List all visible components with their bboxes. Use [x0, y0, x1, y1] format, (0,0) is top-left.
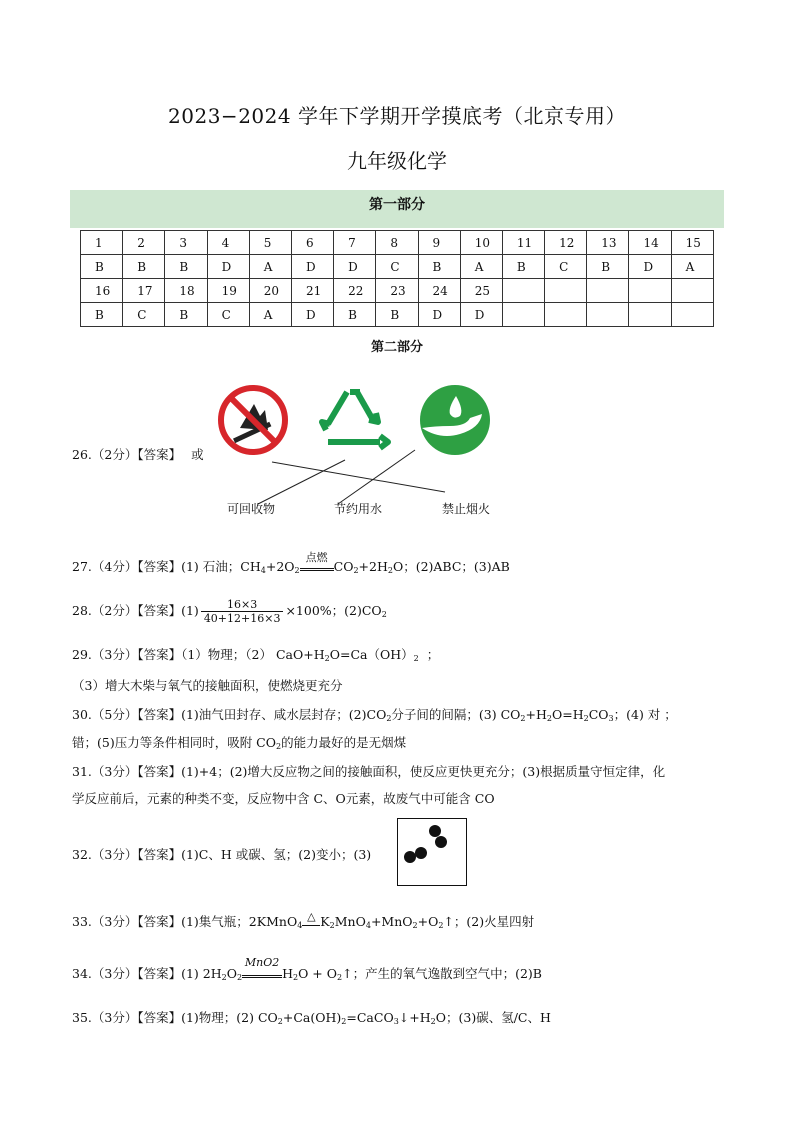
table-row [81, 303, 714, 327]
q34-cond-text: MnO2 [244, 956, 280, 969]
table-cell: 1 [81, 231, 123, 255]
recycle-icon [322, 392, 388, 448]
q33-prefix: 33.（3分）【答案】 [72, 914, 182, 929]
table-cell: 20 [249, 279, 291, 303]
table-cell: 18 [165, 279, 207, 303]
q29-line-2: （3）增大木柴与氧气的接触面积，使燃烧更充分 [72, 678, 343, 693]
table-cell: 8 [376, 231, 418, 255]
q33-text: +O [417, 914, 439, 929]
table-cell [545, 279, 587, 303]
table-cell: D [460, 303, 502, 327]
q34-prefix: 34.（3分）【答案】 [72, 966, 182, 981]
table-cell: B [81, 255, 123, 279]
table-cell [671, 303, 713, 327]
table-cell: 25 [460, 279, 502, 303]
table-cell: B [418, 255, 460, 279]
q33-text: K [320, 914, 330, 929]
answer-table [80, 230, 714, 327]
table-cell [629, 279, 671, 303]
q27-prefix: 27.（4分）【答案】 [72, 559, 182, 574]
table-cell: 17 [123, 279, 165, 303]
q28-denominator: 40+12+16×3 [203, 612, 281, 625]
table-cell: D [334, 255, 376, 279]
q29-text: O=Ca（OH） [329, 647, 414, 662]
table-cell [587, 303, 629, 327]
table-cell [671, 279, 713, 303]
q35-prefix: 35.（3分）【答案】 [72, 1010, 182, 1025]
save-water-icon [420, 385, 490, 455]
table-cell: 16 [81, 279, 123, 303]
q34-condition [242, 956, 282, 978]
q26-prefix: 26.（2分）【答案】 [72, 447, 182, 462]
table-cell: 24 [418, 279, 460, 303]
table-cell: A [460, 255, 502, 279]
q28-numerator: 16×3 [201, 598, 284, 612]
table-row [81, 231, 714, 255]
table-cell: 12 [545, 231, 587, 255]
table-cell: 19 [207, 279, 249, 303]
q35-text: =CaCO [346, 1010, 394, 1025]
q29-text: ； [426, 647, 440, 662]
q34-text: ↑；产生的氧气逸散到空气中；(2)B [342, 966, 542, 981]
q35-text: +Ca(OH) [282, 1010, 342, 1025]
part-one-banner [70, 190, 724, 228]
part-two-heading: 第二部分 [370, 340, 423, 355]
q32-text: (1)C、H 或碳、氢；(2)变小；(3) [181, 847, 372, 862]
q30-line: 30.（5分）【答案】(1)油气田封存、咸水层封存；$(2)CO_2$分子间的间隔；(3) $CO_2+H_2O=H_2CO_3$；(4) 对 ； [72, 707, 677, 723]
q26-line [72, 445, 204, 463]
q33-text: MnO [334, 914, 366, 929]
exam-title: 2023−2024 学年下学期开学摸底考（北京专用） [168, 104, 626, 128]
q34-line: 34.（3分）【答案】(1) $2H_2O_2$ MnO2 $H_2O$ + $O_2↑$；产生的氧气逸散到空气中；(2)B [72, 956, 542, 982]
table-cell: C [123, 303, 165, 327]
q35-line: 35.（3分）【答案】(1)物理；(2) $CO_2+Ca(OH)_2=CaCO_3↓+H_2O$；(3)碳、氢/C、H [72, 1010, 551, 1026]
table-cell [545, 303, 587, 327]
table-cell: C [545, 255, 587, 279]
q35-text: ↓+H [398, 1010, 431, 1025]
q28-text: (1) [181, 603, 199, 618]
table-cell: 3 [165, 231, 207, 255]
q32-molecule-box [397, 818, 467, 886]
q26-or: 或 [191, 447, 204, 462]
table-cell: 14 [629, 231, 671, 255]
table-cell: 4 [207, 231, 249, 255]
q31-line-2: 学反应前后，元素的种类不变，反应物中含 C、O元素，故废气中可能含 CO [72, 791, 495, 806]
q28-sub: 2 [381, 610, 387, 619]
table-cell: A [249, 255, 291, 279]
q28-fraction [201, 598, 284, 625]
q34-text: O + O [298, 966, 337, 981]
table-cell: D [207, 255, 249, 279]
q27-text: (1) 石油；CH [181, 559, 261, 574]
q26-label-water: 节约用水 [334, 502, 383, 516]
table-row [81, 279, 714, 303]
table-cell: 15 [671, 231, 713, 255]
q30-text: (1)油气田封存、咸水层封存；(2)CO [181, 707, 387, 722]
q29-text: （1）物理；（2） CaO+H [181, 647, 325, 662]
q30-text: CO [588, 707, 609, 722]
table-cell: B [165, 303, 207, 327]
q27-line: 27.（4分）【答案】(1) 石油；$CH_4+2O_2$ 点燃 $CO_2+2H_2O$；(2)ABC；(3)AB [72, 551, 510, 575]
q34-text: (1) 2H [181, 966, 222, 981]
table-cell: B [334, 303, 376, 327]
table-cell: 9 [418, 231, 460, 255]
table-cell: 21 [291, 279, 333, 303]
table-cell: A [671, 255, 713, 279]
q27-text: +2H [358, 559, 388, 574]
table-cell: 13 [587, 231, 629, 255]
table-cell [502, 303, 544, 327]
table-cell: D [418, 303, 460, 327]
q29-prefix: 29.（3分）【答案】 [72, 647, 182, 662]
q34-text: O [226, 966, 237, 981]
table-cell: B [165, 255, 207, 279]
q30-text: 分子间的间隔；(3) CO [391, 707, 521, 722]
q33-text: ↑；(2)火星四射 [443, 914, 535, 929]
q32-line [72, 845, 371, 863]
table-cell: 2 [123, 231, 165, 255]
table-cell: B [123, 255, 165, 279]
q30-text: 的能力最好的是无烟煤 [281, 735, 407, 750]
q33-condition [302, 910, 320, 926]
q26-diagram [210, 380, 510, 520]
q27-condition [300, 551, 334, 571]
q27-text: O；(2)ABC；(3)AB [392, 559, 510, 574]
exam-subtitle: 九年级化学 [347, 149, 447, 173]
q28-line [72, 598, 387, 625]
q28-prefix: 28.（2分）【答案】 [72, 603, 182, 618]
table-cell: 5 [249, 231, 291, 255]
table-row [81, 255, 714, 279]
table-cell: 10 [460, 231, 502, 255]
q26-icons [210, 380, 510, 520]
table-cell: C [376, 255, 418, 279]
table-cell: B [587, 255, 629, 279]
q30-line-2: 错；(5)压力等条件相同时，吸附 $CO_2$的能力最好的是无烟煤 [72, 735, 407, 751]
q28-text: ×100%；(2)CO [285, 603, 382, 618]
q29-line: 29.（3分）【答案】（1）物理；（2） $CaO+H_2O=Ca(OH)_2$ ； [72, 647, 440, 663]
q30-text: +H [525, 707, 547, 722]
table-cell: D [629, 255, 671, 279]
q27-cond-text: 点燃 [305, 551, 328, 564]
part-one-label: 第一部分 [369, 197, 425, 213]
q30-text: 错；(5)压力等条件相同时，吸附 CO [72, 735, 276, 750]
q33-cond-text: △ [307, 910, 316, 923]
q30-prefix: 30.（5分）【答案】 [72, 707, 182, 722]
molecule-diagram [398, 819, 466, 885]
q32-prefix: 32.（3分）【答案】 [72, 847, 182, 862]
q30-text: ；(4) 对 ； [613, 707, 677, 722]
table-cell [629, 303, 671, 327]
table-cell: B [376, 303, 418, 327]
q31-line [72, 762, 665, 780]
q33-line: 33.（3分）【答案】(1)集气瓶；2KMnO$_4$ △ $K_2MnO_4+MnO_2+O_2↑$；(2)火星四射 [72, 910, 535, 930]
table-cell: 23 [376, 279, 418, 303]
table-cell: B [81, 303, 123, 327]
q26-label-recycle: 可回收物 [227, 502, 276, 516]
table-cell: D [291, 255, 333, 279]
q30-text: O=H [551, 707, 584, 722]
table-cell: D [291, 303, 333, 327]
table-cell: 11 [502, 231, 544, 255]
q34-text: H [282, 966, 293, 981]
table-cell: 7 [334, 231, 376, 255]
table-cell: B [502, 255, 544, 279]
table-cell [502, 279, 544, 303]
table-cell: A [249, 303, 291, 327]
no-fire-icon [221, 388, 285, 452]
q27-text: +2O [265, 559, 295, 574]
q27-text: CO [333, 559, 354, 574]
table-cell: 22 [334, 279, 376, 303]
q31-prefix: 31.（3分）【答案】 [72, 764, 182, 779]
q31-text: (1)+4；(2)增大反应物之间的接触面积，使反应更快更充分；(3)根据质量守恒定律，化 [181, 764, 666, 779]
q35-text: (1)物理；(2) CO [181, 1010, 278, 1025]
q26-label-fire: 禁止烟火 [442, 502, 491, 516]
table-cell: 6 [291, 231, 333, 255]
table-cell [587, 279, 629, 303]
table-cell: C [207, 303, 249, 327]
q35-text: O；(3)碳、氢/C、H [435, 1010, 551, 1025]
q33-text: +MnO [370, 914, 413, 929]
q33-text: (1)集气瓶；2KMnO [181, 914, 298, 929]
